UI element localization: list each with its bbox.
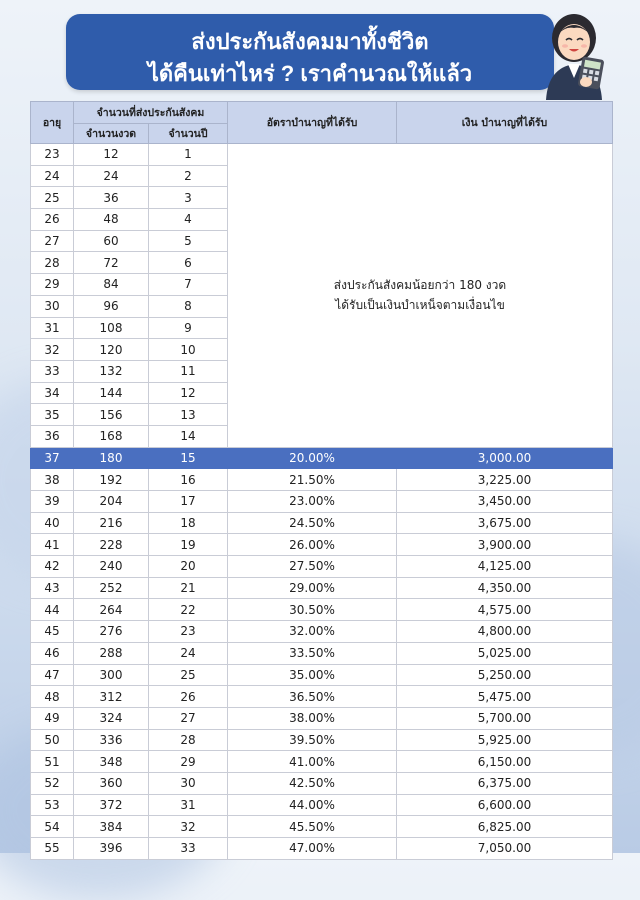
cell-amount: 5,475.00 [397,686,613,708]
cell-installments: 336 [74,729,149,751]
table-row [31,621,613,643]
cell-years: 24 [149,642,228,664]
cell-amount: 3,000.00 [397,447,613,469]
table-row [31,512,613,534]
cell-years: 5 [149,230,228,252]
header-amount: เงิน บำนาญที่ได้รับ [397,102,613,144]
cell-age: 30 [31,295,74,317]
cell-amount: 4,575.00 [397,599,613,621]
lump-sum-note-line-2: ได้รับเป็นเงินบำเหน็จตามเงื่อนไข [335,298,505,313]
cell-rate: 39.50% [228,729,397,751]
cell-amount: 3,900.00 [397,534,613,556]
cell-age: 26 [31,209,74,231]
cell-installments: 48 [74,209,149,231]
cell-amount: 7,050.00 [397,838,613,860]
cell-years: 23 [149,621,228,643]
cell-installments: 348 [74,751,149,773]
cell-amount: 4,800.00 [397,621,613,643]
cell-installments: 84 [74,274,149,296]
header-contrib-group: จำนวนที่ส่งประกันสังคม [74,102,228,124]
cell-age: 35 [31,404,74,426]
cell-amount: 4,125.00 [397,556,613,578]
cell-age: 44 [31,599,74,621]
cell-rate: 42.50% [228,772,397,794]
cell-installments: 240 [74,556,149,578]
table-row [31,469,613,491]
cell-age: 36 [31,425,74,447]
table-row [31,144,613,166]
cell-years: 15 [149,447,228,469]
cell-age: 45 [31,621,74,643]
cell-rate: 26.00% [228,534,397,556]
cell-years: 29 [149,751,228,773]
cell-amount: 5,925.00 [397,729,613,751]
cell-years: 3 [149,187,228,209]
cell-installments: 276 [74,621,149,643]
cell-age: 24 [31,165,74,187]
cell-years: 21 [149,577,228,599]
cell-rate: 27.50% [228,556,397,578]
table-row [31,794,613,816]
cell-years: 27 [149,707,228,729]
cell-age: 33 [31,360,74,382]
cell-years: 1 [149,144,228,166]
table-row [31,664,613,686]
cell-amount: 6,825.00 [397,816,613,838]
cell-age: 39 [31,491,74,513]
cell-rate: 35.00% [228,664,397,686]
cell-age: 49 [31,707,74,729]
cell-rate: 33.50% [228,642,397,664]
cell-rate: 23.00% [228,491,397,513]
cell-age: 52 [31,772,74,794]
cell-installments: 372 [74,794,149,816]
cell-years: 26 [149,686,228,708]
cell-age: 37 [31,447,74,469]
cell-installments: 156 [74,404,149,426]
cell-years: 6 [149,252,228,274]
cell-rate: 32.00% [228,621,397,643]
cell-age: 55 [31,838,74,860]
cell-age: 29 [31,274,74,296]
cell-age: 40 [31,512,74,534]
cell-years: 33 [149,838,228,860]
cell-rate: 36.50% [228,686,397,708]
cell-years: 25 [149,664,228,686]
cell-rate: 44.00% [228,794,397,816]
cell-age: 34 [31,382,74,404]
cell-years: 9 [149,317,228,339]
table-row [31,816,613,838]
woman-calculator-illustration [536,8,612,100]
table-row [31,556,613,578]
cell-age: 42 [31,556,74,578]
cell-years: 20 [149,556,228,578]
cell-installments: 60 [74,230,149,252]
highlighted-row [31,447,613,469]
cell-years: 30 [149,772,228,794]
header-installments: จำนวนงวด [74,124,149,144]
table-row [31,686,613,708]
cell-years: 14 [149,425,228,447]
title-line-2: ได้คืนเท่าไหร่ ? เราคำนวณให้แล้ว [147,61,473,86]
pension-table [30,101,613,860]
cell-amount: 4,350.00 [397,577,613,599]
cell-amount: 3,675.00 [397,512,613,534]
cell-years: 2 [149,165,228,187]
cell-installments: 192 [74,469,149,491]
cell-amount: 3,225.00 [397,469,613,491]
cell-installments: 204 [74,491,149,513]
cell-amount: 3,450.00 [397,491,613,513]
cell-installments: 396 [74,838,149,860]
cell-age: 32 [31,339,74,361]
cell-age: 31 [31,317,74,339]
cell-installments: 132 [74,360,149,382]
cell-years: 8 [149,295,228,317]
cell-amount: 6,600.00 [397,794,613,816]
cell-installments: 12 [74,144,149,166]
cell-years: 31 [149,794,228,816]
table-row [31,707,613,729]
cell-age: 41 [31,534,74,556]
table-row [31,838,613,860]
cell-years: 11 [149,360,228,382]
cell-age: 28 [31,252,74,274]
cell-age: 50 [31,729,74,751]
cell-years: 13 [149,404,228,426]
table-row [31,491,613,513]
table-row [31,772,613,794]
cell-installments: 180 [74,447,149,469]
cell-age: 54 [31,816,74,838]
cell-rate: 29.00% [228,577,397,599]
cell-installments: 120 [74,339,149,361]
cell-amount: 5,700.00 [397,707,613,729]
cell-rate: 38.00% [228,707,397,729]
cell-installments: 216 [74,512,149,534]
table-row [31,751,613,773]
cell-amount: 6,375.00 [397,772,613,794]
lump-sum-note [228,144,613,448]
cell-installments: 72 [74,252,149,274]
cell-installments: 252 [74,577,149,599]
cell-age: 46 [31,642,74,664]
table-row [31,642,613,664]
cell-rate: 47.00% [228,838,397,860]
cell-installments: 36 [74,187,149,209]
cell-years: 16 [149,469,228,491]
cell-installments: 168 [74,425,149,447]
header-age: อายุ [31,102,74,144]
cell-years: 19 [149,534,228,556]
cell-years: 28 [149,729,228,751]
cell-years: 7 [149,274,228,296]
cell-installments: 360 [74,772,149,794]
cell-age: 38 [31,469,74,491]
cell-installments: 108 [74,317,149,339]
cell-amount: 5,250.00 [397,664,613,686]
cell-installments: 300 [74,664,149,686]
cell-rate: 41.00% [228,751,397,773]
cell-years: 18 [149,512,228,534]
cell-years: 12 [149,382,228,404]
table-row [31,577,613,599]
title-line-1: ส่งประกันสังคมมาทั้งชีวิต [191,29,429,54]
cell-installments: 228 [74,534,149,556]
cell-installments: 24 [74,165,149,187]
cell-installments: 96 [74,295,149,317]
cell-years: 22 [149,599,228,621]
table-row [31,599,613,621]
cell-rate: 20.00% [228,447,397,469]
cell-years: 32 [149,816,228,838]
cell-installments: 312 [74,686,149,708]
cell-age: 51 [31,751,74,773]
cell-installments: 324 [74,707,149,729]
cell-age: 23 [31,144,74,166]
table-row [31,729,613,751]
cell-amount: 5,025.00 [397,642,613,664]
cell-age: 43 [31,577,74,599]
cell-rate: 45.50% [228,816,397,838]
cell-years: 17 [149,491,228,513]
cell-age: 25 [31,187,74,209]
cell-age: 47 [31,664,74,686]
title-banner [66,14,554,90]
cell-installments: 144 [74,382,149,404]
cell-rate: 30.50% [228,599,397,621]
cell-installments: 288 [74,642,149,664]
cell-rate: 21.50% [228,469,397,491]
cell-years: 4 [149,209,228,231]
cell-rate: 24.50% [228,512,397,534]
cell-amount: 6,150.00 [397,751,613,773]
cell-installments: 264 [74,599,149,621]
cell-years: 10 [149,339,228,361]
cell-age: 53 [31,794,74,816]
cell-age: 27 [31,230,74,252]
header-rate: อัตราบำนาญที่ได้รับ [228,102,397,144]
lump-sum-note-line-1: ส่งประกันสังคมน้อยกว่า 180 งวด [333,278,507,293]
table-row [31,534,613,556]
cell-age: 48 [31,686,74,708]
cell-installments: 384 [74,816,149,838]
header-years: จำนวนปี [149,124,228,144]
